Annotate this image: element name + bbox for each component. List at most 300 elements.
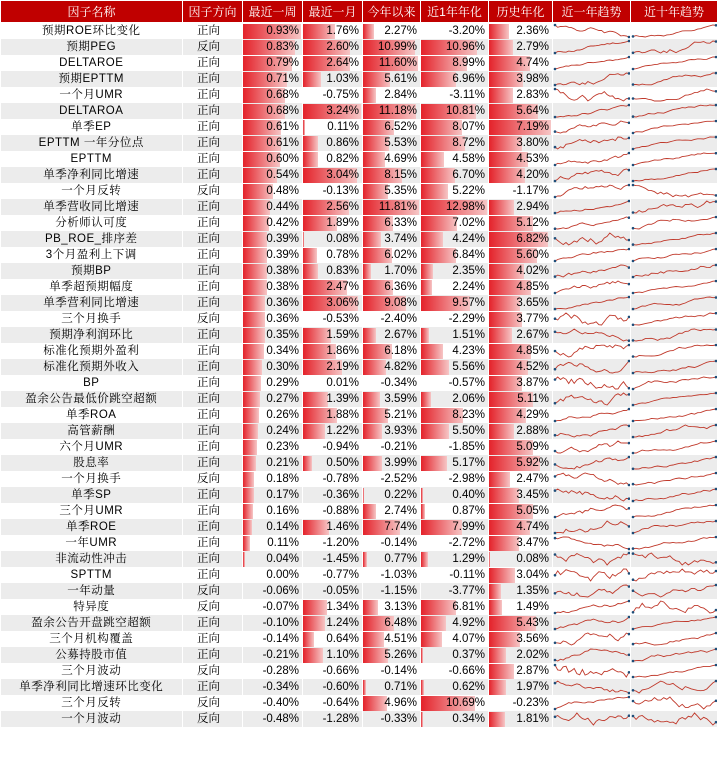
value-text: 2.02%	[516, 649, 549, 661]
value-bar	[421, 248, 456, 263]
value-text: -0.14%	[262, 633, 299, 645]
value-bar	[489, 536, 519, 551]
ytd-return	[363, 407, 421, 423]
value-text: 0.64%	[326, 633, 359, 645]
ytd-return	[363, 375, 421, 391]
value-text: 0.36%	[266, 297, 299, 309]
trend-10y-sparkline	[631, 439, 717, 455]
week-return	[243, 567, 303, 583]
week-return	[243, 87, 303, 103]
ytd-return	[363, 455, 421, 471]
value-bar	[489, 568, 515, 583]
hist-annual-return	[489, 327, 553, 343]
value-text: 7.74%	[384, 521, 417, 533]
factor-name: 标准化预期外盈利	[1, 343, 183, 359]
trend-1y-sparkline	[553, 343, 631, 359]
trend-10y-sparkline	[631, 599, 717, 615]
value-text: 2.67%	[516, 329, 549, 341]
hist-annual-return	[489, 583, 553, 599]
week-return	[243, 119, 303, 135]
value-text: 6.52%	[384, 121, 417, 133]
trend-1y-sparkline	[553, 439, 631, 455]
factor-name: 预期ROE环比变化	[1, 23, 183, 40]
factor-direction: 正向	[183, 519, 243, 535]
trend-1y-sparkline	[553, 135, 631, 151]
value-text: -1.85%	[448, 441, 485, 453]
trend-10y-sparkline	[631, 663, 717, 679]
value-bar	[243, 392, 260, 407]
annual-1y-return	[421, 295, 489, 311]
trend-10y-sparkline	[631, 343, 717, 359]
value-text: 2.36%	[516, 25, 549, 37]
value-text: 6.82%	[516, 233, 549, 245]
factor-direction: 正向	[183, 167, 243, 183]
trend-10y-sparkline	[631, 231, 717, 247]
ytd-return	[363, 279, 421, 295]
value-text: 3.80%	[516, 137, 549, 149]
factor-direction: 反向	[183, 663, 243, 679]
value-text: 2.67%	[384, 329, 417, 341]
table-row	[1, 711, 717, 727]
table-row	[1, 199, 717, 215]
trend-10y-sparkline	[631, 551, 717, 567]
month-return	[303, 327, 363, 343]
table-row	[1, 487, 717, 503]
value-text: -0.14%	[380, 537, 417, 549]
table-row	[1, 535, 717, 551]
value-text: 0.39%	[266, 233, 299, 245]
value-bar	[421, 424, 449, 439]
hist-annual-return	[489, 263, 553, 279]
value-text: 2.83%	[516, 89, 549, 101]
value-text: 5.61%	[384, 73, 417, 85]
table-row	[1, 231, 717, 247]
value-bar	[489, 664, 514, 679]
trend-10y-sparkline	[631, 391, 717, 407]
value-text: 6.81%	[452, 601, 485, 613]
month-return	[303, 679, 363, 695]
trend-10y-sparkline	[631, 535, 717, 551]
trend-10y-sparkline	[631, 567, 717, 583]
value-text: 7.19%	[516, 121, 549, 133]
annual-1y-return	[421, 183, 489, 199]
value-text: 1.70%	[384, 265, 417, 277]
value-bar	[363, 504, 376, 519]
value-bar	[243, 232, 267, 247]
trend-10y-sparkline	[631, 407, 717, 423]
value-text: 5.92%	[516, 457, 549, 469]
month-return	[303, 71, 363, 87]
value-text: 10.96%	[445, 41, 485, 53]
value-text: -0.21%	[380, 441, 417, 453]
trend-10y-sparkline	[631, 359, 717, 375]
header-1y-trend: 近一年趋势	[553, 1, 631, 23]
annual-1y-return	[421, 71, 489, 87]
value-text: 0.11%	[267, 537, 299, 549]
trend-1y-sparkline	[553, 39, 631, 55]
value-text: 0.34%	[452, 713, 485, 725]
value-text: 4.20%	[516, 169, 549, 181]
value-text: 5.09%	[516, 441, 549, 453]
value-text: 1.03%	[326, 73, 359, 85]
value-bar	[489, 488, 519, 503]
hist-annual-return	[489, 599, 553, 615]
month-return	[303, 231, 363, 247]
trend-1y-sparkline	[553, 519, 631, 535]
hist-annual-return	[489, 39, 553, 55]
factor-direction: 正向	[183, 455, 243, 471]
month-return	[303, 471, 363, 487]
value-bar	[489, 200, 514, 215]
factor-direction: 正向	[183, 119, 243, 135]
ytd-return	[363, 567, 421, 583]
trend-1y-sparkline	[553, 215, 631, 231]
value-bar	[303, 248, 317, 263]
value-text: 3.87%	[516, 377, 549, 389]
hist-annual-return	[489, 199, 553, 215]
month-return	[303, 135, 363, 151]
month-return	[303, 615, 363, 631]
trend-10y-sparkline	[631, 247, 717, 263]
table-row	[1, 551, 717, 567]
month-return	[303, 295, 363, 311]
value-text: -2.98%	[448, 473, 485, 485]
factor-direction: 正向	[183, 679, 243, 695]
trend-10y-sparkline	[631, 135, 717, 151]
week-return	[243, 71, 303, 87]
factor-direction: 正向	[183, 487, 243, 503]
value-text: 5.50%	[452, 425, 485, 437]
annual-1y-return	[421, 247, 489, 263]
value-text: 0.79%	[266, 57, 299, 69]
trend-10y-sparkline	[631, 615, 717, 631]
value-text: -0.77%	[322, 569, 359, 581]
hist-annual-return	[489, 503, 553, 519]
week-return	[243, 535, 303, 551]
value-bar	[363, 392, 380, 407]
value-text: 3.93%	[384, 425, 417, 437]
week-return	[243, 327, 303, 343]
value-text: 10.81%	[445, 105, 485, 117]
factor-direction: 反向	[183, 599, 243, 615]
value-text: 4.58%	[452, 153, 485, 165]
month-return	[303, 455, 363, 471]
value-text: 0.54%	[266, 169, 299, 181]
week-return	[243, 295, 303, 311]
factor-direction: 正向	[183, 55, 243, 71]
hist-annual-return	[489, 343, 553, 359]
trend-10y-sparkline	[631, 711, 717, 727]
trend-10y-sparkline	[631, 631, 717, 647]
factor-name: 预期EPTTM	[1, 71, 183, 87]
value-text: 4.23%	[452, 345, 485, 357]
annual-1y-return	[421, 455, 489, 471]
value-text: -0.48%	[262, 713, 299, 725]
value-text: -2.29%	[448, 313, 485, 325]
factor-direction: 正向	[183, 423, 243, 439]
hist-annual-return	[489, 471, 553, 487]
value-bar	[303, 136, 318, 151]
trend-10y-sparkline	[631, 423, 717, 439]
annual-1y-return	[421, 551, 489, 567]
trend-10y-sparkline	[631, 215, 717, 231]
week-return	[243, 663, 303, 679]
factor-direction: 正向	[183, 391, 243, 407]
trend-10y-sparkline	[631, 263, 717, 279]
value-bar	[421, 712, 423, 727]
annual-1y-return	[421, 567, 489, 583]
value-text: -0.28%	[262, 665, 299, 677]
value-text: 2.35%	[452, 265, 485, 277]
factor-name: 六个月UMR	[1, 439, 183, 455]
trend-1y-sparkline	[553, 119, 631, 135]
value-text: 1.81%	[516, 713, 549, 725]
hist-annual-return	[489, 631, 553, 647]
value-bar	[363, 424, 382, 439]
value-text: 0.40%	[452, 489, 485, 501]
week-return	[243, 599, 303, 615]
factor-name: 单季EP	[1, 119, 183, 135]
value-text: 2.79%	[516, 41, 549, 53]
ytd-return	[363, 487, 421, 503]
value-text: 2.47%	[516, 473, 549, 485]
value-text: 3.04%	[326, 169, 359, 181]
table-row	[1, 471, 717, 487]
trend-10y-sparkline	[631, 455, 717, 471]
value-bar	[243, 488, 254, 503]
month-return	[303, 343, 363, 359]
factor-name: 一个月换手	[1, 471, 183, 487]
value-text: -1.28%	[322, 713, 359, 725]
table-row	[1, 71, 717, 87]
annual-1y-return	[421, 167, 489, 183]
ytd-return	[363, 231, 421, 247]
value-text: 0.61%	[266, 137, 299, 149]
week-return	[243, 439, 303, 455]
factor-name: 3个月盈利上下调	[1, 247, 183, 263]
month-return	[303, 167, 363, 183]
ytd-return	[363, 535, 421, 551]
value-text: 2.27%	[384, 25, 417, 37]
factor-direction: 正向	[183, 279, 243, 295]
table-row	[1, 87, 717, 103]
week-return	[243, 343, 303, 359]
value-text: -2.52%	[380, 473, 417, 485]
factor-direction: 正向	[183, 135, 243, 151]
ytd-return	[363, 631, 421, 647]
table-row	[1, 247, 717, 263]
trend-1y-sparkline	[553, 327, 631, 343]
week-return	[243, 695, 303, 711]
value-text: 5.43%	[516, 617, 549, 629]
annual-1y-return	[421, 119, 489, 135]
value-bar	[243, 264, 267, 279]
trend-10y-sparkline	[631, 519, 717, 535]
factor-direction: 反向	[183, 471, 243, 487]
value-bar	[421, 280, 432, 295]
factor-name: 一个月UMR	[1, 87, 183, 103]
month-return	[303, 423, 363, 439]
hist-annual-return	[489, 167, 553, 183]
hist-annual-return	[489, 695, 553, 711]
factor-direction: 正向	[183, 359, 243, 375]
value-text: 1.34%	[326, 601, 359, 613]
trend-10y-sparkline	[631, 87, 717, 103]
value-text: 2.88%	[516, 425, 549, 437]
value-text: 2.24%	[452, 281, 485, 293]
trend-1y-sparkline	[553, 471, 631, 487]
trend-1y-sparkline	[553, 103, 631, 119]
trend-10y-sparkline	[631, 103, 717, 119]
value-bar	[421, 392, 431, 407]
value-text: 1.46%	[326, 521, 359, 533]
factor-name: DELTAROA	[1, 103, 183, 119]
hist-annual-return	[489, 71, 553, 87]
value-text: 0.08%	[326, 233, 359, 245]
month-return	[303, 647, 363, 663]
value-bar	[243, 328, 265, 343]
hist-annual-return	[489, 295, 553, 311]
table-row	[1, 455, 717, 471]
value-text: 0.34%	[266, 345, 299, 357]
trend-1y-sparkline	[553, 679, 631, 695]
month-return	[303, 183, 363, 199]
value-bar	[421, 360, 449, 375]
week-return	[243, 615, 303, 631]
week-return	[243, 551, 303, 567]
factor-direction: 正向	[183, 23, 243, 40]
trend-1y-sparkline	[553, 311, 631, 327]
week-return	[243, 583, 303, 599]
trend-1y-sparkline	[553, 359, 631, 375]
value-text: -1.45%	[322, 553, 359, 565]
value-bar	[303, 392, 328, 407]
value-text: 4.07%	[452, 633, 485, 645]
value-bar	[243, 536, 250, 551]
value-bar	[303, 120, 305, 135]
value-text: -0.53%	[322, 313, 359, 325]
value-text: -2.72%	[448, 537, 485, 549]
value-text: -0.75%	[322, 89, 359, 101]
table-row	[1, 295, 717, 311]
factor-direction: 正向	[183, 71, 243, 87]
trend-1y-sparkline	[553, 487, 631, 503]
table-row	[1, 631, 717, 647]
value-text: 0.22%	[384, 489, 417, 501]
ytd-return	[363, 71, 421, 87]
value-text: 3.59%	[384, 393, 417, 405]
ytd-return	[363, 663, 421, 679]
value-bar	[303, 600, 327, 615]
value-bar	[303, 456, 312, 471]
value-bar	[363, 328, 376, 343]
trend-10y-sparkline	[631, 647, 717, 663]
value-text: 5.64%	[516, 105, 549, 117]
value-text: 0.00%	[266, 569, 299, 581]
factor-name: 一年动量	[1, 583, 183, 599]
trend-1y-sparkline	[553, 583, 631, 599]
table-row	[1, 599, 717, 615]
ytd-return	[363, 23, 421, 40]
trend-1y-sparkline	[553, 279, 631, 295]
header-week: 最近一周	[243, 1, 303, 23]
week-return	[243, 199, 303, 215]
factor-name: 特异度	[1, 599, 183, 615]
hist-annual-return	[489, 23, 553, 40]
ytd-return	[363, 423, 421, 439]
table-row	[1, 391, 717, 407]
ytd-return	[363, 615, 421, 631]
value-text: 1.22%	[326, 425, 359, 437]
factor-name: DELTAROE	[1, 55, 183, 71]
table-row	[1, 663, 717, 679]
value-bar	[363, 600, 378, 615]
table-row	[1, 359, 717, 375]
hist-annual-return	[489, 151, 553, 167]
value-text: 4.53%	[516, 153, 549, 165]
value-text: -0.05%	[322, 585, 359, 597]
table-row	[1, 279, 717, 295]
value-bar	[243, 344, 264, 359]
header-direction: 因子方向	[183, 1, 243, 23]
table-row	[1, 375, 717, 391]
value-text: 1.35%	[516, 585, 549, 597]
factor-name: 单季净利同比增速	[1, 167, 183, 183]
value-text: 3.65%	[516, 297, 549, 309]
value-text: -0.34%	[262, 681, 299, 693]
value-text: 0.71%	[384, 681, 417, 693]
factor-name: 单季净利同比增速环比变化	[1, 679, 183, 695]
value-text: 4.85%	[516, 281, 549, 293]
ytd-return	[363, 39, 421, 55]
week-return	[243, 183, 303, 199]
factor-name: 盈余公告最低价跳空超额	[1, 391, 183, 407]
annual-1y-return	[421, 631, 489, 647]
value-bar	[363, 88, 376, 103]
factor-direction: 正向	[183, 327, 243, 343]
value-bar	[243, 440, 257, 455]
value-text: 4.69%	[384, 153, 417, 165]
value-bar	[303, 424, 325, 439]
month-return	[303, 535, 363, 551]
factor-name: 单季超预期幅度	[1, 279, 183, 295]
value-bar	[243, 520, 252, 535]
value-text: -0.07%	[262, 601, 299, 613]
value-text: 1.49%	[516, 601, 549, 613]
factor-direction: 正向	[183, 503, 243, 519]
value-text: 2.64%	[326, 57, 359, 69]
value-bar	[243, 248, 267, 263]
table-row	[1, 119, 717, 135]
hist-annual-return	[489, 519, 553, 535]
value-bar	[363, 680, 366, 695]
value-text: -3.77%	[448, 585, 485, 597]
value-bar	[421, 232, 443, 247]
ytd-return	[363, 343, 421, 359]
trend-10y-sparkline	[631, 471, 717, 487]
trend-1y-sparkline	[553, 663, 631, 679]
trend-1y-sparkline	[553, 167, 631, 183]
value-bar	[489, 712, 505, 727]
factor-direction: 正向	[183, 535, 243, 551]
factor-name: 单季ROA	[1, 407, 183, 423]
factor-name: 一年UMR	[1, 535, 183, 551]
factor-name: SPTTM	[1, 567, 183, 583]
value-text: -1.03%	[380, 569, 417, 581]
value-bar	[421, 488, 423, 503]
value-text: 0.23%	[266, 441, 299, 453]
hist-annual-return	[489, 647, 553, 663]
